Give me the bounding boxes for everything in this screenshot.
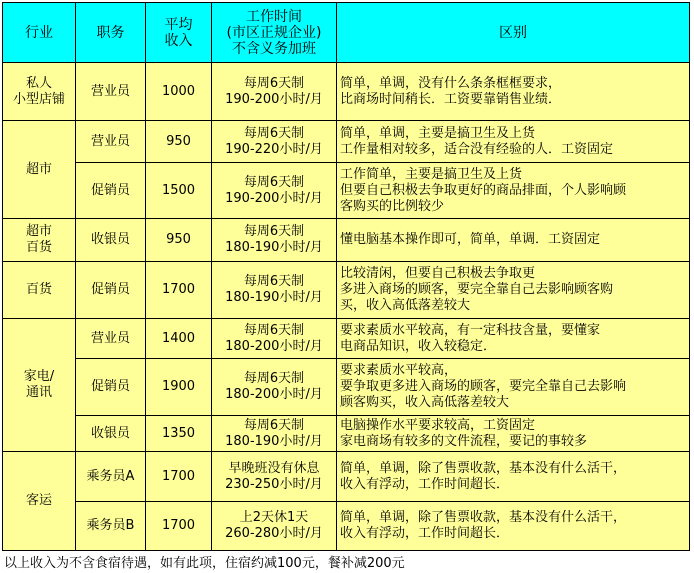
industry-cell[interactable]: 客运: [3, 452, 76, 551]
hours-cell[interactable]: 每周6天制 180-200小时/月: [212, 359, 337, 416]
difference-cell[interactable]: 简单，单调，除了售票收款，基本没有什么活干， 收入有浮动，工作时间超长．: [337, 502, 690, 551]
header-income[interactable]: 平均 收入: [146, 3, 212, 63]
hours-cell[interactable]: 早晚班没有休息 230-250小时/月: [212, 452, 337, 502]
hours-cell[interactable]: 每周6天制 190-220小时/月: [212, 121, 337, 163]
income-cell[interactable]: 1400: [146, 319, 212, 359]
industry-cell[interactable]: 私人 小型店铺: [3, 63, 76, 121]
position-cell[interactable]: 营业员: [76, 121, 146, 163]
position-cell[interactable]: 促销员: [76, 262, 146, 319]
position-cell[interactable]: 收银员: [76, 219, 146, 262]
income-cell[interactable]: 1700: [146, 502, 212, 551]
job-comparison-table: [2, 2, 690, 551]
position-cell[interactable]: 营业员: [76, 63, 146, 121]
position-cell[interactable]: 乘务员A: [76, 452, 146, 502]
hours-cell[interactable]: 每周6天制 180-200小时/月: [212, 319, 337, 359]
difference-cell[interactable]: 比较清闲，但要自己积极去争取更 多进入商场的顾客，要完全靠自己去影响顾客购 买，收入高低落差较大: [337, 262, 690, 319]
income-cell[interactable]: 1000: [146, 63, 212, 121]
header-hours[interactable]: 工作时间 (市区正规企业) 不含义务加班: [212, 3, 337, 63]
table-row: [3, 262, 690, 319]
difference-cell[interactable]: 电脑操作水平要求较高，工资固定 家电商场有较多的文件流程，要记的事较多: [337, 416, 690, 452]
header-difference[interactable]: 区别: [337, 3, 690, 63]
hours-cell[interactable]: 每周6天制 180-190小时/月: [212, 219, 337, 262]
difference-cell[interactable]: 工作简单，主要是搞卫生及上货 但要自己积极去争取更好的商品排面，个人影响顾 客购买的比例较少: [337, 163, 690, 219]
table-row: [3, 319, 690, 359]
table-row: [3, 163, 690, 219]
hours-cell[interactable]: 上2天休1天 260-280小时/月: [212, 502, 337, 551]
table-row: [3, 359, 690, 416]
table-row: [3, 219, 690, 262]
hours-cell[interactable]: 每周6天制 190-200小时/月: [212, 163, 337, 219]
header-industry[interactable]: 行业: [3, 3, 76, 63]
hours-cell[interactable]: 每周6天制 190-200小时/月: [212, 63, 337, 121]
industry-cell[interactable]: 超市: [3, 121, 76, 219]
industry-cell[interactable]: 家电/ 通讯: [3, 319, 76, 452]
income-cell[interactable]: 1700: [146, 262, 212, 319]
position-cell[interactable]: 乘务员B: [76, 502, 146, 551]
table-row: [3, 502, 690, 551]
hours-cell[interactable]: 每周6天制 180-190小时/月: [212, 416, 337, 452]
position-cell[interactable]: 促销员: [76, 359, 146, 416]
header-row: [3, 3, 690, 63]
table-row: [3, 121, 690, 163]
income-cell[interactable]: 1350: [146, 416, 212, 452]
difference-cell[interactable]: 简单，单调，主要是搞卫生及上货 工作量相对较多，适合没有经验的人．工资固定: [337, 121, 690, 163]
income-cell[interactable]: 950: [146, 121, 212, 163]
difference-cell[interactable]: 要求素质水平较高， 要争取更多进入商场的顾客，要完全靠自己去影响 顾客购买，收入高低落差较大: [337, 359, 690, 416]
position-cell[interactable]: 营业员: [76, 319, 146, 359]
income-cell[interactable]: 1500: [146, 163, 212, 219]
table-row: [3, 63, 690, 121]
footer-note: 以上收入为不含食宿待遇，如有此项，住宿约减100元，餐补减200元: [4, 556, 405, 571]
income-cell[interactable]: 950: [146, 219, 212, 262]
income-cell[interactable]: 1700: [146, 452, 212, 502]
difference-cell[interactable]: 懂电脑基本操作即可，简单，单调．工资固定: [337, 219, 690, 262]
difference-cell[interactable]: 要求素质水平较高，有一定科技含量，要懂家 电商品知识，收入较稳定．: [337, 319, 690, 359]
hours-cell[interactable]: 每周6天制 180-190小时/月: [212, 262, 337, 319]
difference-cell[interactable]: 简单，单调，除了售票收款，基本没有什么活干， 收入有浮动，工作时间超长．: [337, 452, 690, 502]
industry-cell[interactable]: 百货: [3, 262, 76, 319]
header-position[interactable]: 职务: [76, 3, 146, 63]
income-cell[interactable]: 1900: [146, 359, 212, 416]
table-row: [3, 416, 690, 452]
difference-cell[interactable]: 简单，单调，没有什么条条框框要求， 比商场时间稍长．工资要靠销售业绩．: [337, 63, 690, 121]
table-row: [3, 452, 690, 502]
position-cell[interactable]: 促销员: [76, 163, 146, 219]
industry-cell[interactable]: 超市 百货: [3, 219, 76, 262]
position-cell[interactable]: 收银员: [76, 416, 146, 452]
